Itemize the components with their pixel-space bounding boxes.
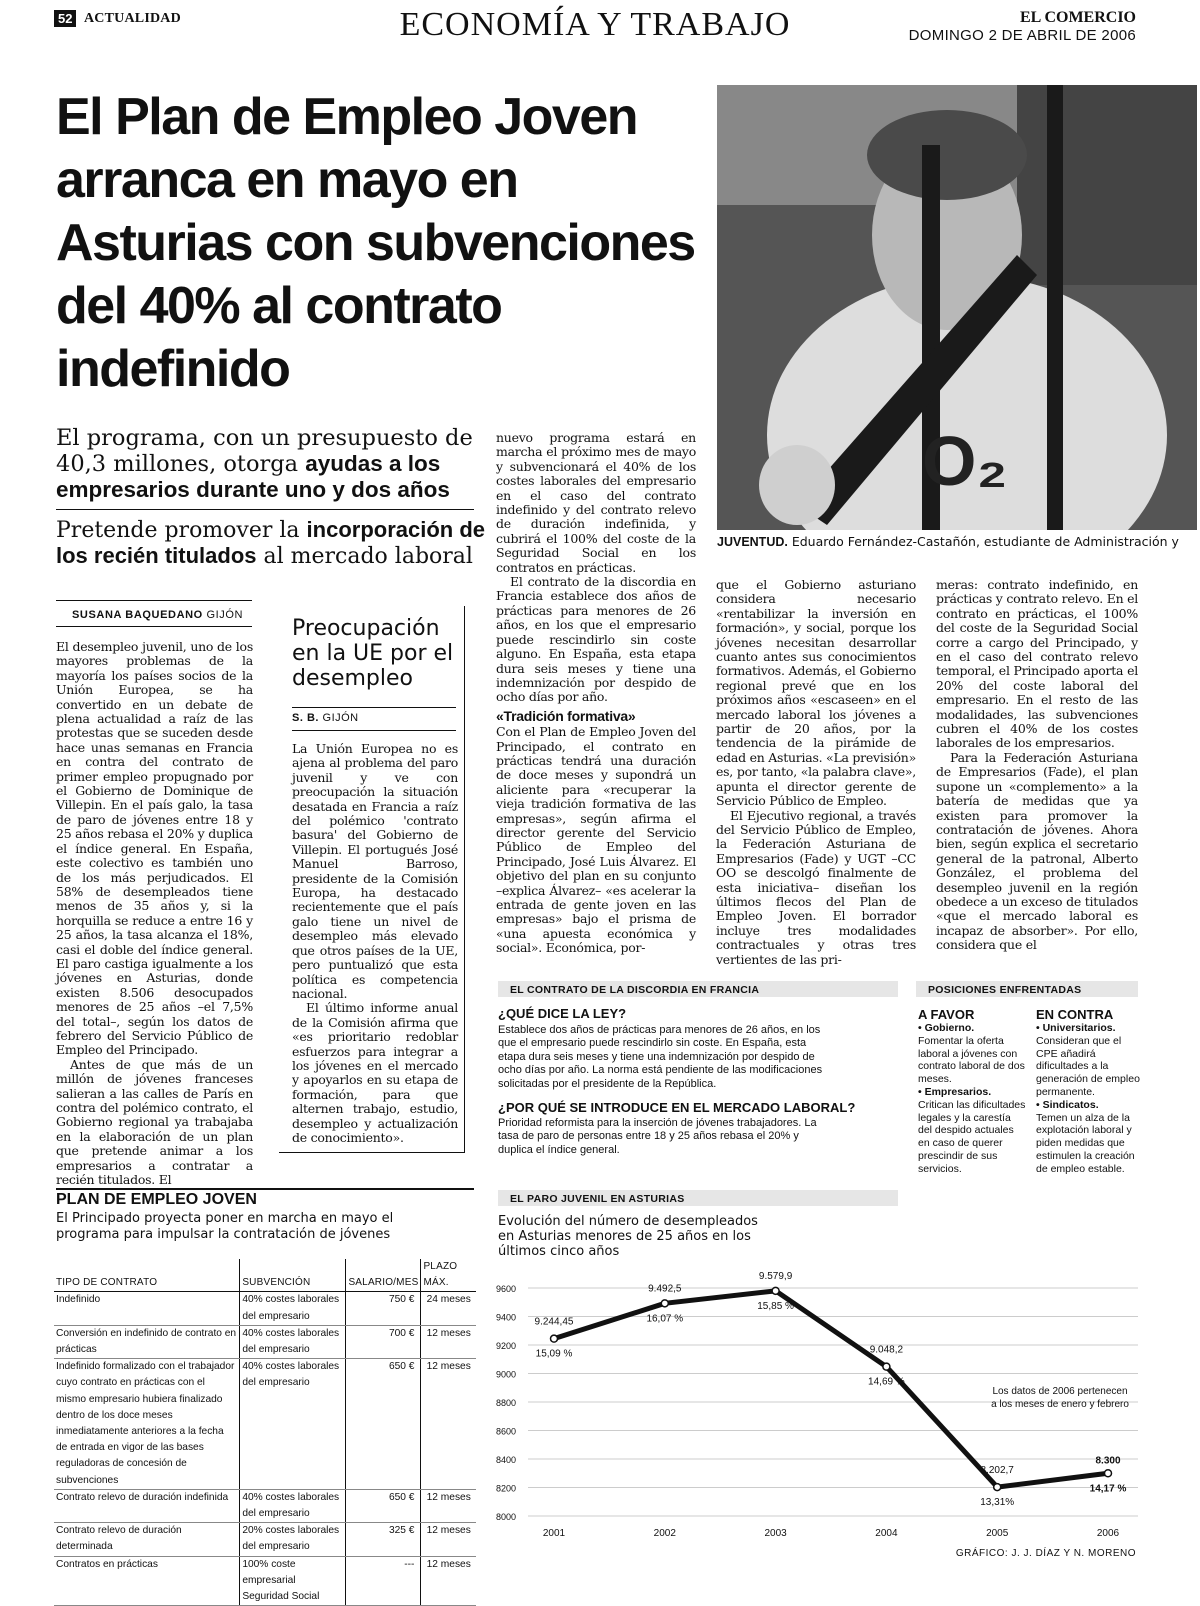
data-value-label: 8.300 <box>1095 1455 1121 1467</box>
article-column-5 <box>936 578 1138 953</box>
article-paragraph: nuevo programa estará en marcha el próximo mes de mayo y subvencionará el 40% de los costes laborales del empresario en el caso del contrato indefinido y del contrato relevo de duración indefinida, y cubrirá el 100% del coste de la Seguridad Social en los contratos en prácticas. <box>496 430 696 575</box>
x-tick-label: 2001 <box>542 1528 566 1539</box>
table-cell: 100% coste empresarial Seguridad Social <box>240 1556 346 1606</box>
table-cell: 650 € <box>346 1489 421 1522</box>
table-cell: 700 € <box>346 1325 421 1358</box>
y-tick-label: 8400 <box>496 1455 517 1465</box>
table-cell: 20% costes laborales del empresario <box>240 1523 346 1556</box>
favor-item-text: Fomentar la oferta laboral a jóvenes con contrato laboral de dos meses. <box>918 1034 1025 1086</box>
france-answer-1: Establece dos años de prácticas para menores de 26 años, en los que el empresario puede rescindirlo sin coste. En España, esta etapa dura seis meses y tiene una indemnización por despido de ocho días por año. La norma está pendiente de las modificaciones solicitadas por el presidente de la República. <box>498 1024 823 1090</box>
y-tick-label: 9600 <box>496 1284 517 1294</box>
sidebar-paragraph: La Unión Europea no es ajena al problema del paro juvenil y ve con preocupación la situación desatada en Francia a raíz del polémico 'contrato basura' del Gobierno de Villepin. El portugués José Manuel Barroso, presidente de la Comisión Europa, ha destacado recientemente que el país galo tiene un nivel de desempleo más elevado que otros países de la UE, pero puntualizó que esta política es competencia nacional. <box>292 741 458 1001</box>
article-paragraph: Con el Plan de Empleo Joven del Principado, el contrato en prácticas tendrá una duración de doce meses y supondrá un aliciente para «recuperar la vieja tradición formativa de las empresas», según afirma el director gerente del Servicio Público de Empleo del Principado, José Luis Álvarez. El objetivo del plan en su conjunto –explica Álvarez– «es acelerar la entrada de gente joven en las empresas» bajo el prisma de «una apuesta económica y social». Económica, por- <box>496 724 696 956</box>
y-tick-label: 9000 <box>496 1369 517 1380</box>
divider <box>56 600 252 601</box>
france-box-label: EL CONTRATO DE LA DISCORDIA EN FRANCIA <box>510 984 760 996</box>
data-point <box>883 1363 890 1370</box>
byline-place: GIJÓN <box>202 609 244 621</box>
y-tick-label: 9400 <box>496 1312 517 1323</box>
favor-list <box>918 1022 1026 1176</box>
data-percent-label: 16,07 % <box>646 1313 684 1325</box>
article-paragraph: Para la Federación Asturiana de Empresarios (Fade), el plan supone un «complemento» a la batería de medidas que ya existen para promover la contratación de jóvenes. Ahora bien, según explica el secretario general de la patronal, Alberto González, el problema del desempleo juvenil en la región obedece a un exceso de titulados «que el mercado laboral es incapaz de absorber». Por ello, considera que el <box>936 749 1138 953</box>
y-tick-label: 8600 <box>496 1426 517 1437</box>
chart-label: EL PARO JUVENIL EN ASTURIAS <box>510 1193 685 1205</box>
table-row <box>54 1489 476 1522</box>
plan-table <box>54 1259 476 1606</box>
sidebar-byline <box>292 712 359 724</box>
data-percent-label: 13,31% <box>980 1497 1015 1509</box>
contra-title: EN CONTRA <box>1036 1007 1114 1022</box>
table-cell: Indefinido formalizado con el trabajador cuyo contrato en prácticas con el mismo empresario hubiera finalizado dentro de los doce meses inmediatamente anteriores a la fecha de entrada en vigor de las bases reguladoras de concesión de subvenciones <box>54 1359 240 1490</box>
table-cell: Indefinido <box>54 1292 240 1325</box>
data-point <box>1105 1470 1112 1477</box>
table-cell: 40% costes laborales del empresario <box>240 1359 346 1490</box>
data-percent-label: 14,17 % <box>1089 1483 1127 1495</box>
article-column-3 <box>496 431 696 956</box>
contra-item <box>1036 1099 1140 1176</box>
chart-note: Los datos de 2006 pertenecen a los meses de enero y febrero <box>991 1386 1129 1410</box>
divider <box>292 730 456 731</box>
positions-label: POSICIONES ENFRENTADAS <box>928 984 1082 996</box>
article-paragraph: El contrato de la discordia en Francia establece dos años de prácticas para menores de 26 años, en los que el empresario puede rescindirlo sin coste alguno. En España, esta etapa dura seis meses y tiene una indemnización por despido de ocho días por año. <box>496 574 696 705</box>
table-cell: Conversión en indefinido de contrato en prácticas <box>54 1325 240 1358</box>
byline <box>56 609 268 621</box>
subhead2-bold: incorporación de los recién titulados <box>56 517 486 568</box>
table-row <box>54 1556 476 1606</box>
subhead1-bold: ayudas a los empresarios durante uno y dos años <box>56 451 450 502</box>
divider <box>56 509 474 510</box>
table-header-cell: SUBVENCIÓN <box>240 1259 346 1292</box>
contra-item-text: Temen un alza de la explotación laboral y piden medidas que estimulen la creación de empleo estable. <box>1036 1111 1135 1175</box>
article-column-1 <box>56 640 253 1187</box>
contra-item-head: • Universitarios. <box>1036 1022 1116 1034</box>
table-cell: 12 meses <box>421 1325 476 1358</box>
sidebar-byline-place: GIJÓN <box>318 712 359 724</box>
contra-item-head: • Sindicatos. <box>1036 1098 1099 1111</box>
subhead2-plain-a: Pretende promover la <box>56 518 307 543</box>
data-value-label: 9.244,45 <box>534 1316 574 1328</box>
x-tick-label: 2002 <box>653 1528 676 1539</box>
contra-item <box>1036 1022 1140 1099</box>
table-cell: Contrato relevo de duración indefinida <box>54 1489 240 1522</box>
data-point <box>661 1300 668 1307</box>
x-tick-label: 2005 <box>986 1528 1009 1539</box>
sidebar-title: Preocupación en la UE por el desempleo <box>292 616 454 691</box>
table-row <box>54 1359 476 1490</box>
favor-item <box>918 1022 1026 1086</box>
table-cell: 12 meses <box>421 1556 476 1606</box>
issue-date: DOMINGO 2 DE ABRIL DE 2006 <box>908 27 1136 44</box>
x-tick-label: 2004 <box>875 1528 898 1539</box>
divider <box>56 1188 474 1190</box>
y-tick-label: 8800 <box>496 1398 517 1408</box>
data-value-label: 9.579,9 <box>758 1270 793 1282</box>
france-answer-2: Prioridad reformista para la inserción de jóvenes trabajadores. La tasa de paro de personas entre 18 y 25 años rebasa el 20% y duplica el índice general. <box>498 1117 817 1156</box>
article-paragraph: Antes de que más de un millón de jóvenes franceses salieran a las calles de París en contra del polémico contrato, el Gobierno regional ya trabajaba en la elaboración de un plan que pretende animar a los empresarios a contratar a recién titulados. El <box>56 1056 253 1188</box>
table-header-row <box>54 1259 476 1292</box>
table-header-cell: PLAZO MÁX. <box>421 1259 476 1292</box>
favor-title: A FAVOR <box>918 1007 975 1022</box>
byline-author: SUSANA BAQUEDANO <box>72 609 203 621</box>
subheadline-secondary <box>56 517 486 569</box>
chart-title: Evolución del número de desempleados en Asturias menores de 25 años en los últimos cinco años <box>498 1214 758 1259</box>
table-cell: 40% costes laborales del empresario <box>240 1325 346 1358</box>
article-subheading: «Tradición formativa» <box>496 707 636 724</box>
newspaper-name: EL COMERCIO <box>1019 9 1136 26</box>
data-value-label: 8.202,7 <box>980 1465 1014 1477</box>
france-question-2: ¿POR QUÉ SE INTRODUCE EN EL MERCADO LABORAL? <box>498 1100 856 1115</box>
y-tick-label: 8200 <box>496 1483 517 1494</box>
table-cell: 24 meses <box>421 1292 476 1325</box>
table-title: PLAN DE EMPLEO JOVEN <box>56 1191 257 1208</box>
table-cell: 325 € <box>346 1523 421 1556</box>
sidebar-body <box>292 742 458 1145</box>
section-title: ECONOMÍA Y TRABAJO <box>399 6 791 43</box>
data-value-label: 9.048,2 <box>869 1344 904 1356</box>
svg-text:O₂: O₂ <box>922 422 1008 500</box>
data-percent-label: 14,69 % <box>868 1376 905 1388</box>
favor-item-head: • Empresarios. <box>918 1085 992 1098</box>
headline: El Plan de Empleo Joven arranca en mayo en Asturias con subvenciones del 40% al contrato indefinido <box>56 88 695 398</box>
table-cell: 40% costes laborales del empresario <box>240 1292 346 1325</box>
article-paragraph: El Ejecutivo regional, a través del Servicio Público de Empleo, la Federación Asturiana de Empresarios (Fade) y UGT –CC OO se descolgó finalmente de esta iniciativa– diseñan los últimos flecos del Plan de Empleo Joven. El borrador incluye tres modalidades contractuales y otras tres vertientes de las pri- <box>716 807 916 967</box>
x-tick-label: 2003 <box>764 1528 787 1539</box>
caption-kicker: JUVENTUD. <box>717 535 788 549</box>
y-tick-label: 9200 <box>496 1341 517 1351</box>
table-row <box>54 1292 476 1325</box>
article-paragraph: El desempleo juvenil, uno de los mayores problemas de la mayoría los países socios de la Unión Europea, se ha convertido en un debate de plena actualidad a raíz de las protestas que se suceden desde hace unas semanas en Francia en contra del contrato de primer empleo propugnado por el Gobierno de Dominique de Villepin. En el país galo, la tasa de paro de jóvenes entre 18 y 25 años rebasa el 20% y duplica el índice general. En España, este colectivo es también uno de los más perjudicados. El 58% de desempleados tiene menos de 35 años y, si la horquilla se reduce a entre 16 y 25 años, la tasa alcanza el 18%, casi el doble del índice general. El paro castiga igualmente a los jóvenes en Asturias, donde existen 8.506 desocupados menores de 25 años –el 7,5% del total–, según los datos de febrero del Servicio Público de Empleo del Principado. <box>56 639 253 1058</box>
data-point <box>994 1484 1001 1491</box>
article-paragraph: meras: contrato indefinido, en prácticas y contrato relevo. En el contrato en prácticas, el 100% del coste de la Seguridad Social corre a cargo del Principado, y en el caso del contrato relevo temporal, el Principado aporta el 20% del coste laboral del empresario. En el resto de las modalidades, las subvenciones cubren el 40% de los costes laborales de los empresarios. <box>936 577 1139 751</box>
favor-item-head: • Gobierno. <box>918 1022 975 1034</box>
subhead2-plain-b: al mercado laboral <box>256 544 473 569</box>
contra-list <box>1036 1022 1140 1176</box>
table-row <box>54 1523 476 1556</box>
data-percent-label: 15,85 % <box>757 1300 794 1312</box>
data-value-label: 9.492,5 <box>648 1283 682 1295</box>
sidebar-paragraph: El último informe anual de la Comisión afirma que «es prioritario redoblar esfuerzos para integrar a los jóvenes en el mercado y apoyarlos en su etapa de formación, para que alternen trabajo, estudio, desempleo y actualización de conocimiento». <box>292 1000 458 1145</box>
table-cell: --- <box>346 1556 421 1606</box>
divider <box>56 626 252 627</box>
divider <box>292 707 456 708</box>
table-cell: Contratos en prácticas <box>54 1556 240 1606</box>
table-cell: 12 meses <box>421 1359 476 1490</box>
table-cell: 750 € <box>346 1292 421 1325</box>
table-row <box>54 1325 476 1358</box>
table-subtitle: El Principado proyecta poner en marcha en mayo el programa para impulsar la contratación de jóvenes <box>56 1211 394 1242</box>
y-tick-label: 8000 <box>496 1512 517 1522</box>
favor-item <box>918 1086 1026 1176</box>
photo-caption <box>717 534 1197 549</box>
data-point <box>551 1335 558 1342</box>
article-paragraph: que el Gobierno asturiano considera necesario «rentabilizar la inversión en formación», y social, porque los jóvenes necesitan desarrollar cuanto antes sus conocimientos formativos. Además, el Gobierno regional prevé que en los próximos años «escaseen» en el mercado laboral los jóvenes a partir de 20 años, por la tendencia de la pirámide de edad en Asturias. «La previsión» es, por tanto, «la palabra clave», apunta el director gerente de Servicio Público de Empleo. <box>716 577 916 809</box>
sidebar-byline-author: S. B. <box>292 712 319 724</box>
table-header-cell: TIPO DE CONTRATO <box>54 1259 240 1292</box>
article-column-4 <box>716 578 916 967</box>
table-cell: 12 meses <box>421 1489 476 1522</box>
caption-text: Eduardo Fernández-Castañón, estudiante de Administración y <box>787 534 1179 549</box>
table-cell: 12 meses <box>421 1523 476 1556</box>
table-cell: Contrato relevo de duración determinada <box>54 1523 240 1556</box>
photo-illustration <box>717 85 1197 530</box>
favor-item-text: Critican las dificultades legales y la carestía del despido actuales en caso de querer prescindir de sus servicios. <box>918 1098 1026 1175</box>
contra-item-text: Consideran que el CPE añadirá dificultades a la generación de empleo permanente. <box>1036 1034 1140 1098</box>
data-point <box>772 1287 779 1294</box>
data-percent-label: 15,09 % <box>535 1348 573 1360</box>
france-question-1: ¿QUÉ DICE LA LEY? <box>498 1006 627 1021</box>
page-number: 52 <box>54 10 76 27</box>
table-cell: 40% costes laborales del empresario <box>240 1489 346 1522</box>
subheadline <box>56 426 476 503</box>
graphic-credit: GRÁFICO: J. J. DÍAZ Y N. MORENO <box>955 1548 1136 1559</box>
table-cell: 650 € <box>346 1359 421 1490</box>
news-photo <box>717 85 1197 530</box>
table-header-cell: SALARIO/MES <box>346 1259 421 1292</box>
subhead1-plain: El programa, con un presupuesto de 40,3 millones, otorga <box>56 425 473 477</box>
section-kicker: ACTUALIDAD <box>84 11 181 26</box>
x-tick-label: 2006 <box>1096 1528 1120 1539</box>
